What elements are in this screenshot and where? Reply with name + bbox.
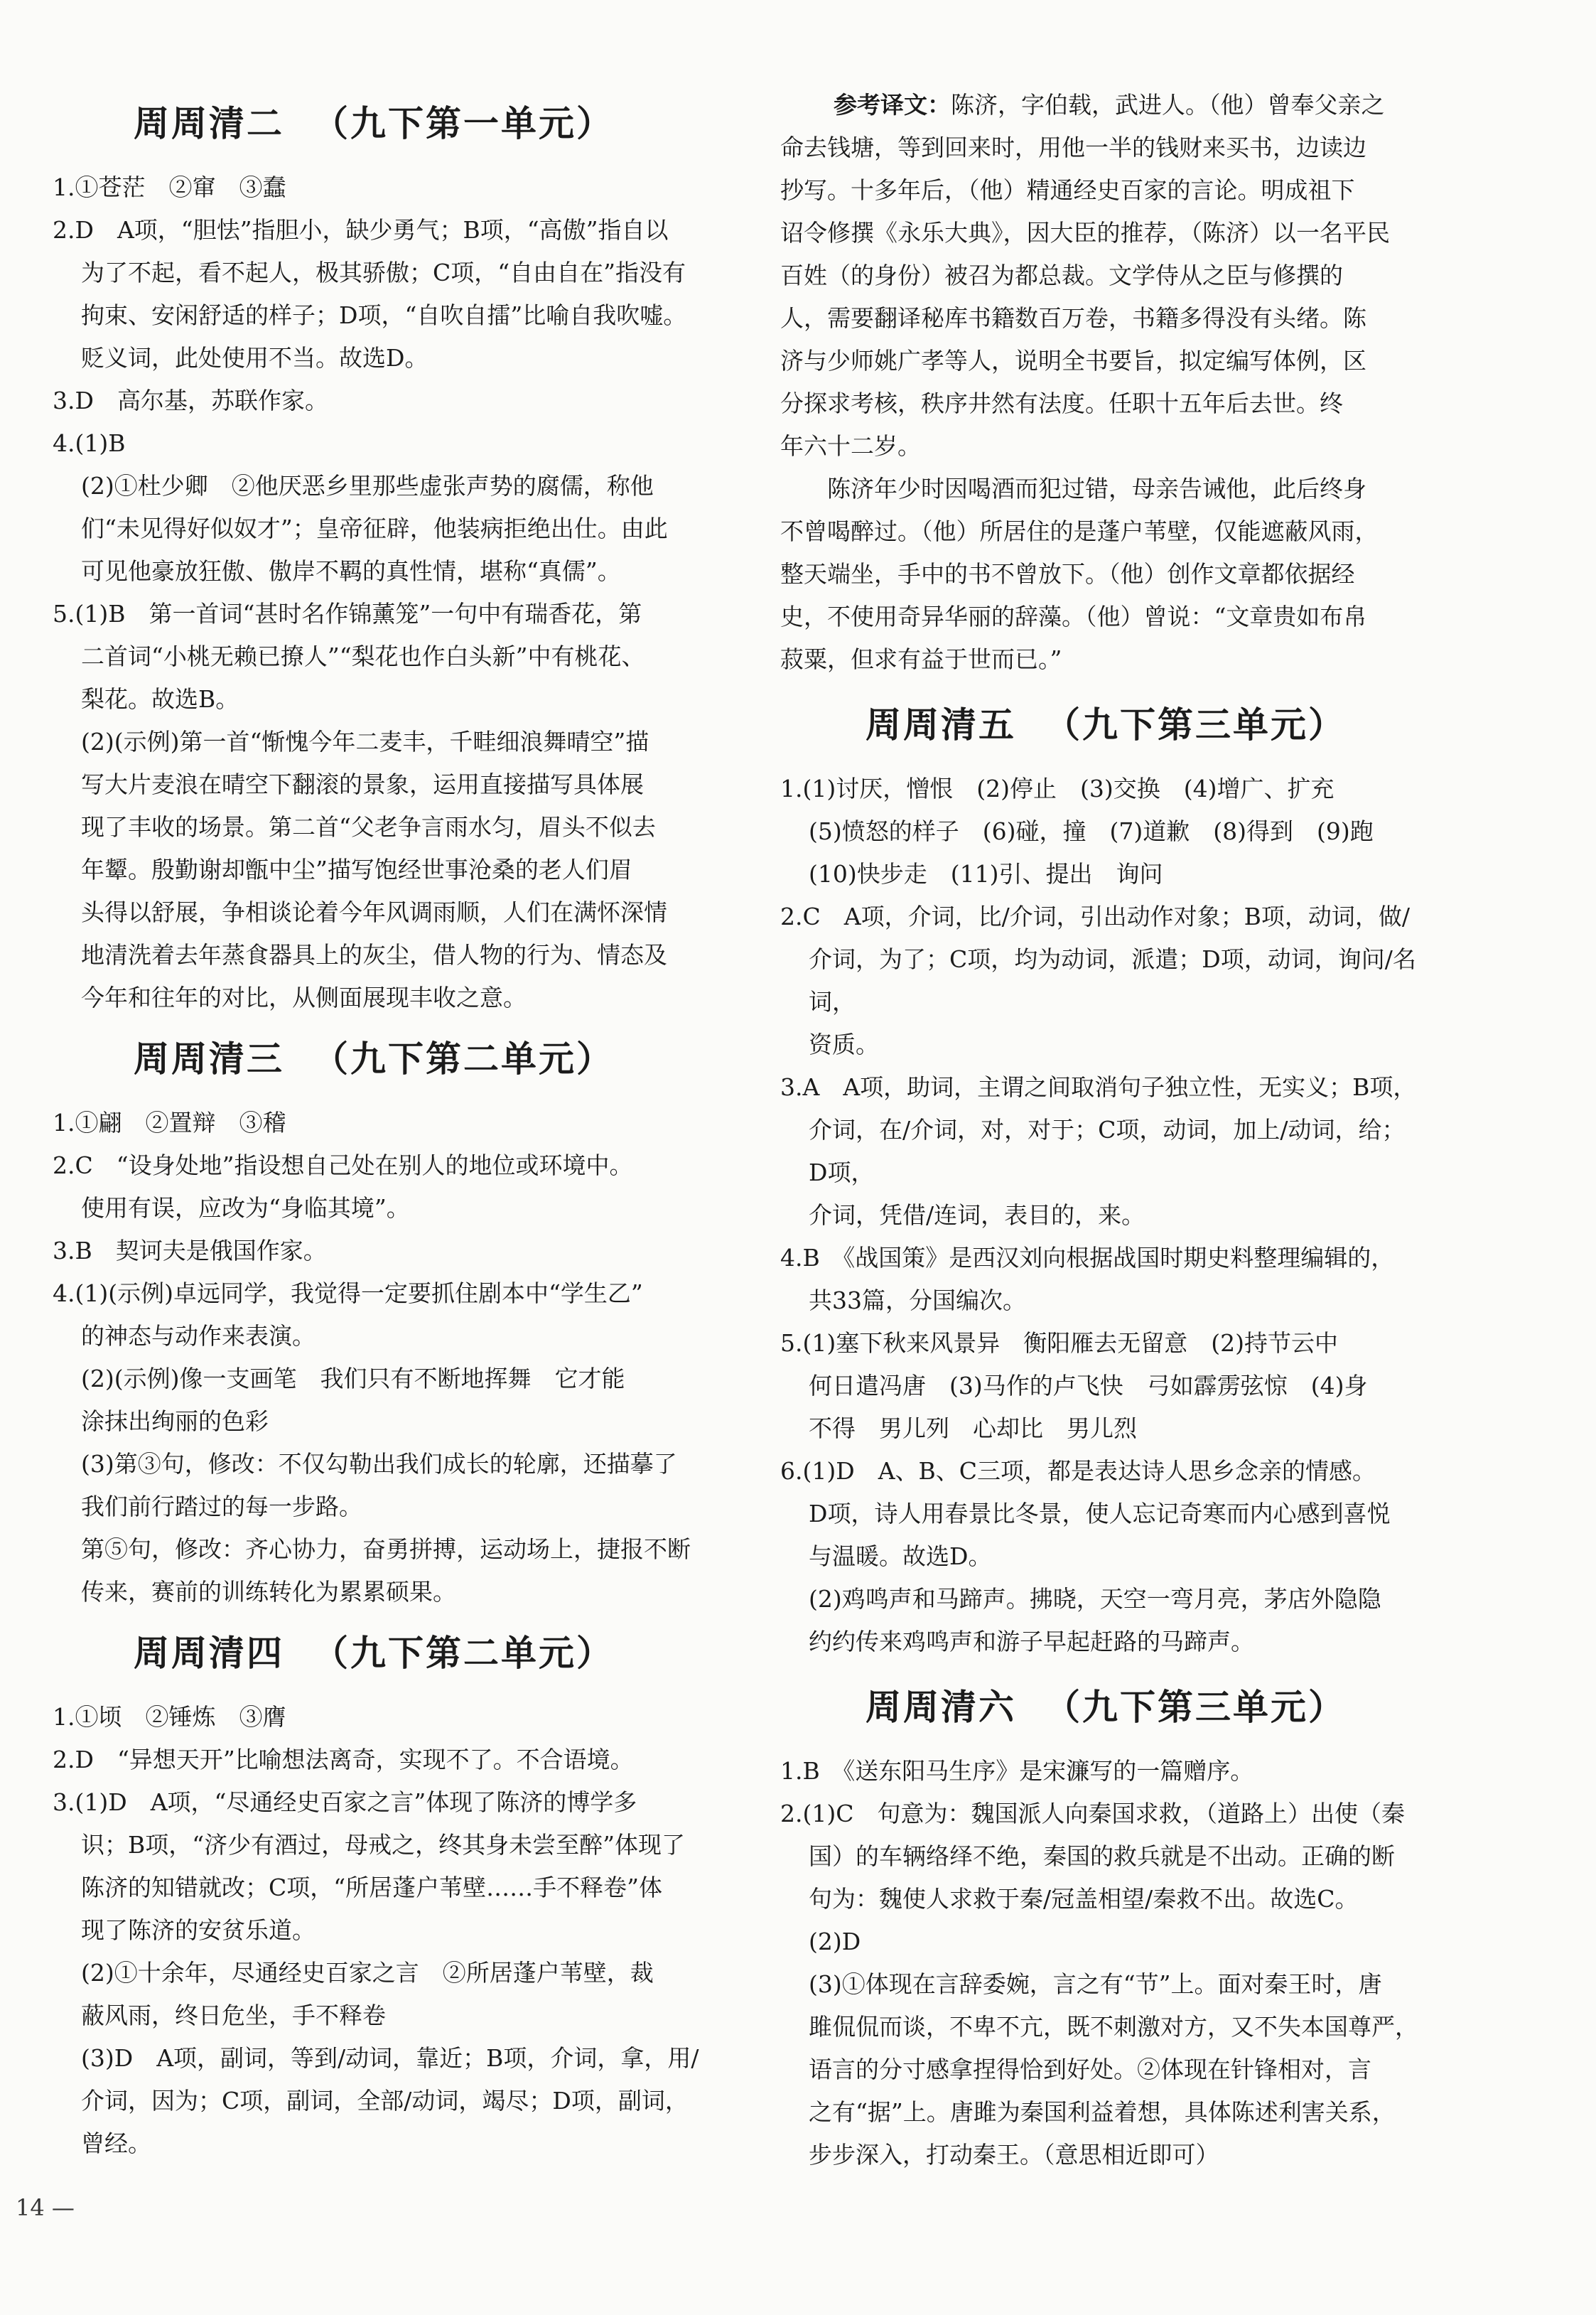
answer-line: 1.①翩 ②置辩 ③稽 <box>53 1109 286 1137</box>
answer-line: 5.(1)B 第一首词“甚时名作锦薰笼”一句中有瑞香花，第 <box>53 600 642 628</box>
answer-line: 二首词“小桃无赖已撩人”“梨花也作白头新”中有桃花、 <box>81 643 645 670</box>
answer-line: 2.D “异想天开”比喻想法离奇，实现不了。不合语境。 <box>53 1746 634 1773</box>
answer-line: 语言的分寸感拿捏得恰到好处。②体现在针锋相对，言 <box>809 2056 1371 2083</box>
answer-line: 5.(1)塞下秋来风景异 衡阳雁去无留意 (2)持节云中 <box>780 1329 1338 1357</box>
answer-line: 3.A A项，助词，主谓之间取消句子独立性，无实义；B项， <box>780 1073 1417 1101</box>
answer-line: 介词，因为；C项，副词，全部/动词，竭尽；D项，副词， <box>81 2087 689 2115</box>
answer-line: 写大片麦浪在晴空下翻滚的景象，运用直接描写具体展 <box>81 770 644 798</box>
answer-line: 梨花。故选B。 <box>81 685 239 713</box>
translation-line: 抄写。十多年后，（他）精通经史百家的言论。明成祖下 <box>780 176 1355 204</box>
section-title-3: 周周清三 （九下第二单元） <box>134 1038 614 1080</box>
answer-line: 1.(1)讨厌，憎恨 (2)停止 (3)交换 (4)增广、扩充 <box>780 775 1335 802</box>
answer-line: 第⑤句，修改：齐心协力，奋勇拼搏，运动场上，捷报不断 <box>81 1535 691 1563</box>
answer-line: 今年和往年的对比，从侧面展现丰收之意。 <box>81 984 527 1011</box>
answer-line: 介词，为了；C项，均为动词，派遣；D项，动词，询问/名词， <box>809 945 1416 1016</box>
answer-line: D项，诗人用春景比冬景，使人忘记奇寒而内心感到喜悦 <box>809 1500 1391 1527</box>
answer-line: (3)①体现在言辞委婉，言之有“节”上。面对秦王时，唐 <box>809 1970 1382 1998</box>
answer-line: 为了不起，看不起人，极其骄傲；C项，“自由自在”指没有 <box>81 259 686 286</box>
answer-line: 何日遣冯唐 (3)马作的卢飞快 弓如霹雳弦惊 (4)身 <box>809 1372 1368 1400</box>
answer-line: (10)快步走 (11)引、提出 询问 <box>809 860 1163 888</box>
translation-line: 整天端坐，手中的书不曾放下。（他）创作文章都依据经 <box>780 560 1355 588</box>
translation-line: 参考译文：陈济，字伯载，武进人。（他）曾奉父亲之 <box>834 91 1385 119</box>
answer-line: 识；B项，“济少有酒过，母戒之，终其身未尝至醉”体现了 <box>81 1831 685 1859</box>
page-number: 14 — <box>16 2194 75 2221</box>
answer-line: 使用有误，应改为“身临其境”。 <box>81 1194 410 1222</box>
answer-line: 3.(1)D A项，“尽通经史百家之言”体现了陈济的博学多 <box>53 1788 637 1816</box>
answer-line: 可见他豪放狂傲、傲岸不羁的真性情，堪称“真儒”。 <box>81 557 621 585</box>
answer-line: 4.B 《战国策》是西汉刘向根据战国时期史料整理编辑的， <box>780 1244 1395 1272</box>
answer-line: 地清洗着去年蒸食器具上的灰尘，借人物的行为、情态及 <box>81 941 667 969</box>
answer-line: 1.①顷 ②锤炼 ③膺 <box>53 1703 286 1731</box>
answer-line: 雎侃侃而谈，不卑不亢，既不刺激对方，又不失本国尊严， <box>809 2013 1418 2041</box>
section-title-2: 周周清二 （九下第一单元） <box>134 103 614 144</box>
answer-line: 约约传来鸡鸣声和游子早起赶路的马蹄声。 <box>809 1628 1254 1655</box>
answer-line: (5)愤怒的样子 (6)碰，撞 (7)道歉 (8)得到 (9)跑 <box>809 817 1374 845</box>
answer-line: 1.①苍茫 ②窜 ③蠢 <box>53 173 286 201</box>
translation-line: 年六十二岁。 <box>780 432 921 460</box>
answer-line: 与温暖。故选D。 <box>809 1542 992 1570</box>
answer-line: 2.C A项，介词，比/介词，引出动作对象；B项，动词，做/ <box>780 903 1411 930</box>
translation-label: 参考译文： <box>834 91 951 119</box>
translation-line: 不曾喝醉过。（他）所居住的是蓬户苇壁，仅能遮蔽风雨， <box>780 517 1379 545</box>
answer-line: 介词，凭借/连词，表目的，来。 <box>809 1201 1145 1229</box>
answer-line: (2)(示例)像一支画笔 我们只有不断地挥舞 它才能 <box>81 1365 625 1392</box>
translation-line: 分探求考核，秩序井然有法度。任职十五年后去世。终 <box>780 390 1343 417</box>
answer-line: 的神态与动作来表演。 <box>81 1322 316 1350</box>
section-title-5: 周周清五 （九下第三单元） <box>866 704 1346 746</box>
section-title-6: 周周清六 （九下第三单元） <box>866 1687 1346 1728</box>
answer-line: 2.(1)C 句意为：魏国派人向秦国求救，（道路上）出使（秦 <box>780 1800 1405 1827</box>
answer-line: 之有“据”上。唐雎为秦国利益着想，具体陈述利害关系， <box>809 2098 1396 2126</box>
answer-line: 句为：魏使人求救于秦/冠盖相望/秦救不出。故选C。 <box>809 1885 1359 1913</box>
answer-line: 1.B 《送东阳马生序》是宋濂写的一篇赠序。 <box>780 1757 1254 1785</box>
answer-line: 2.D A项，“胆怯”指胆小，缺少勇气；B项，“高傲”指自以 <box>53 216 669 244</box>
translation-line: 人，需要翻译秘库书籍数百万卷，书籍多得没有头绪。陈 <box>780 304 1366 332</box>
answer-line: 曾经。 <box>81 2129 151 2157</box>
answer-line: 拘束、安闲舒适的样子；D项，“自吹自擂”比喻自我吹嘘。 <box>81 301 687 329</box>
answer-line: 蔽风雨，终日危坐，手不释卷 <box>81 2002 386 2029</box>
answer-line: (2)(示例)第一首“惭愧今年二麦丰，千畦细浪舞晴空”描 <box>81 728 649 756</box>
translation-line: 史，不使用奇异华丽的辞藻。（他）曾说：“文章贵如布帛 <box>780 603 1367 630</box>
answer-line: 3.B 契诃夫是俄国作家。 <box>53 1237 327 1264</box>
translation-line: 菽粟，但求有益于世而已。” <box>780 645 1062 673</box>
right-column <box>780 84 1423 2176</box>
answer-line: 资质。 <box>809 1031 879 1058</box>
translation-line: 诏令修撰《永乐大典》，因大臣的推荐，（陈济）以一名平民 <box>780 219 1390 247</box>
answer-line: 涂抹出绚丽的色彩 <box>81 1407 269 1435</box>
answer-line: 贬义词，此处使用不当。故选D。 <box>81 344 428 372</box>
answer-line: (2)D <box>809 1928 861 1955</box>
left-column <box>53 84 721 2165</box>
answer-line: 步步深入，打动秦王。（意思相近即可） <box>809 2141 1219 2169</box>
answer-line: 2.C “设身处地”指设想自己处在别人的地位或环境中。 <box>53 1151 633 1179</box>
answer-line: 现了陈济的安贫乐道。 <box>81 1916 316 1944</box>
answer-line: 们“未见得好似奴才”；皇帝征辟，他装病拒绝出仕。由此 <box>81 515 668 542</box>
answer-line: 我们前行踏过的每一步路。 <box>81 1493 362 1520</box>
answer-line: (2)①杜少卿 ②他厌恶乡里那些虚张声势的腐儒，称他 <box>81 472 654 500</box>
answer-line: 4.(1)B <box>53 429 126 457</box>
answer-line: (2)①十余年，尽通经史百家之言 ②所居蓬户苇壁，裁 <box>81 1959 654 1987</box>
answer-line: 3.D 高尔基，苏联作家。 <box>53 387 328 414</box>
answer-line: 头得以舒展，争相谈论着今年风调雨顺，人们在满怀深情 <box>81 898 667 926</box>
answer-line: (3)D A项，副词，等到/动词，靠近；B项，介词，拿，用/ <box>81 2044 699 2072</box>
translation-line: 济与少师姚广孝等人，说明全书要旨，拟定编写体例，区 <box>780 347 1366 375</box>
translation-line: 百姓（的身份）被召为都总裁。文学侍从之臣与修撰的 <box>780 262 1343 289</box>
answer-line: (3)第③句，修改：不仅勾勒出我们成长的轮廓，还描摹了 <box>81 1450 677 1478</box>
answer-line: 现了丰收的场景。第二首“父老争言雨水匀，眉头不似去 <box>81 813 656 841</box>
answer-line: 4.(1)(示例)卓远同学，我觉得一定要抓住剧本中“学生乙” <box>53 1279 643 1307</box>
answer-line: 不得 男儿列 心却比 男儿烈 <box>809 1414 1137 1442</box>
answer-line: 年颦。殷勤谢却甑中尘”描写饱经世事沧桑的老人们眉 <box>81 856 632 883</box>
section-title-4: 周周清四 （九下第二单元） <box>134 1633 614 1674</box>
translation-line: 陈济年少时因喝酒而犯过错，母亲告诫他，此后终身 <box>827 475 1366 503</box>
answer-line: 国）的车辆络绎不绝，秦国的救兵就是不出动。正确的断 <box>809 1842 1395 1870</box>
answer-line: 共33篇，分国编次。 <box>809 1287 1026 1314</box>
answer-line: (2)鸡鸣声和马蹄声。拂晓，天空一弯月亮，茅店外隐隐 <box>809 1585 1381 1613</box>
translation-line: 命去钱塘，等到回来时，用他一半的钱财来买书，边读边 <box>780 134 1366 161</box>
answer-line: 介词，在/介词，对，对于；C项，动词，加上/动词，给；D项， <box>809 1116 1406 1186</box>
answer-line: 6.(1)D A、B、C三项，都是表达诗人思乡念亲的情感。 <box>780 1457 1376 1485</box>
answer-line: 陈济的知错就改；C项，“所居蓬户苇壁……手不释卷”体 <box>81 1874 662 1901</box>
answer-line: 传来，赛前的训练转化为累累硕果。 <box>81 1578 456 1606</box>
